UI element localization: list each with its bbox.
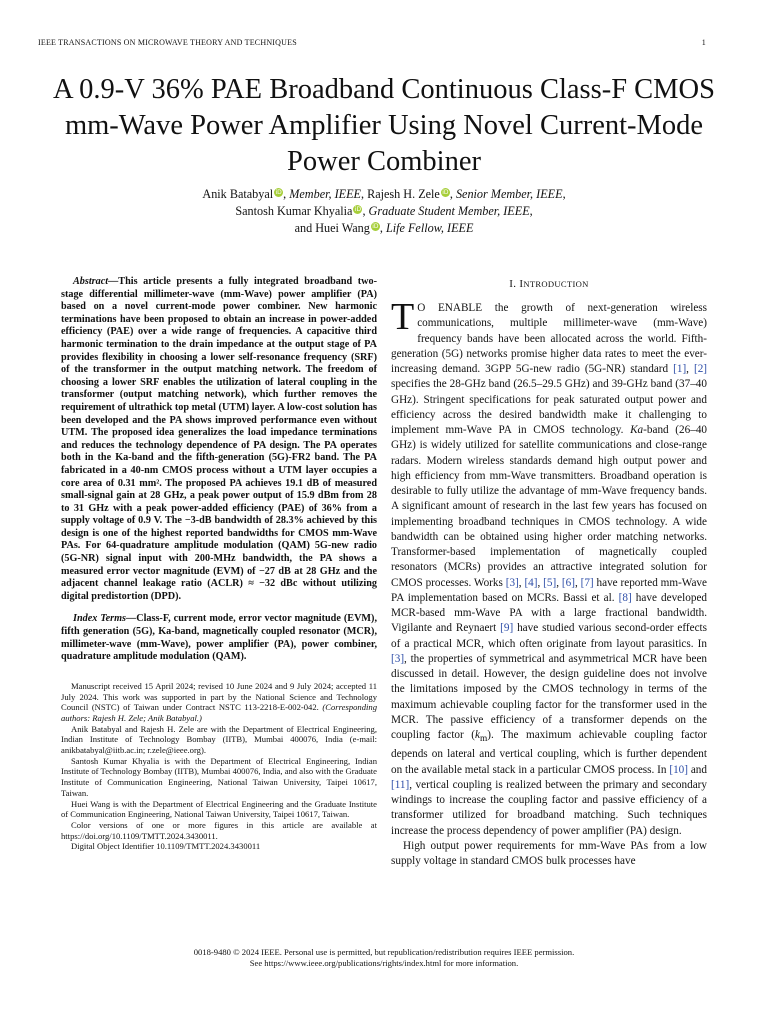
journal-name: IEEE TRANSACTIONS ON MICROWAVE THEORY AND TECHNIQUES xyxy=(38,38,297,47)
author-role: Senior Member, IEEE xyxy=(455,187,563,201)
drop-cap: T xyxy=(391,296,415,338)
footnote-doi: Digital Object Identifier 10.1109/TMTT.2024.3430011 xyxy=(71,841,261,852)
rights-link-line: See https://www.ieee.org/publications/rights/index.html for more information. xyxy=(249,958,519,968)
citation-link[interactable]: [4] xyxy=(524,576,538,589)
citation-link[interactable]: [2] xyxy=(693,363,708,375)
left-column xyxy=(61,276,377,852)
index-terms-text: Class-F, current mode, error vector magnitude (EVM), fifth generation (5G), Ka-band, magnetically coupled resonator (MCR), millimeter-wave (mm-Wave), power amplifier (PA), power combiner, quadrature amplitude modulation (QAM). xyxy=(61,613,377,663)
abstract-lead: Abstract— xyxy=(73,276,119,287)
section-heading: I. INTRODUCTION xyxy=(509,278,589,290)
footnote-affiliation: Anik Batabyal and Rajesh H. Zele are with the Department of Electrical Engineering, Indian Institute of Technology Bombay (IITB), Mumbai 400076, India (e-mail: anikbatabyal@iitb.ac.in; r.zele@ieee.org). xyxy=(61,723,377,756)
author-name: Santosh Kumar Khyalia xyxy=(235,204,353,218)
orcid-icon[interactable]: iD xyxy=(442,189,449,196)
footnote-color-versions: Color versions of one or more figures in this article are available at https://doi.org/10.1109/TMTT.2024.3430011. xyxy=(61,819,377,841)
author-name: Rajesh H. Zele xyxy=(367,187,440,201)
citation-link[interactable]: [5] xyxy=(543,576,557,589)
author-name: and Huei Wang xyxy=(294,221,370,235)
citation-link[interactable]: [1] xyxy=(673,363,687,375)
author-role: Member, IEEE xyxy=(289,187,361,201)
page-number: 1 xyxy=(701,38,706,47)
citation-link[interactable]: [3] xyxy=(391,652,405,665)
corresponding-authors: (Corresponding authors: Rajesh H. Zele; Anik Batabyal.) xyxy=(61,702,377,723)
copyright-footer xyxy=(60,947,708,969)
orcid-icon[interactable]: iD xyxy=(275,189,282,196)
citation-link[interactable]: [6] xyxy=(561,576,575,589)
author-list: Anik Batabyal iD, Member, IEEE, Rajesh H. Zele iD, Senior Member, IEEE, Santosh Kumar Khyalia iD, Graduate Student Member, IEEE, and Huei Wang iD, Life Fellow, IEEE xyxy=(202,187,566,235)
running-head xyxy=(38,38,706,47)
abstract-text: This article presents a fully integrated broadband two-stage differential millimeter-wave (mm-Wave) power amplifier (PA) based on a novel current-mode power combiner. New harmonic terminations have been proposed to obtain an increase in power-added efficiency (PAE) over a wide range of frequencies. A capacitive third harmonic termination to the drain impedance at the output stage of PA provides flexibility in choosing a lower self-resonance frequency (SRF) of the transformer in the output matching network. The freedom of choosing a lower SRF enables the utilization of lateral coupling in the transformer (output matching network), which further removes the requirement of ultrathick top metal (UTM) layer. A low-cost solution has been developed and the PA shows improved performance even without UTM. The proposed idea generalizes the load impedance terminations and reduces the technology dependence of PA design. The PA operates both in the Ka-band and the fifth-generation (5G)-FR2 band. The PA fabricated in a 40-nm CMOS process without a UTM layer occupies a core area of 0.31 mm². The proposed PA achieves 19.1 dB of measured small-signal gain at 28 GHz, a peak power output of 15.9 dBm from 28 to 31 GHz with a peak power-added efficiency (PAE) of 36% from a supply voltage of 0.9 V. The −3-dB bandwidth of 28.3% achieved by this design is one of the highest reported bandwidths for CMOS mm-Wave PAs. For 64-quadrature amplitude modulation (QAM) 5G-new radio (5G-NR) signal input with 200-MHz bandwidth, the PA shows a measured error vector magnitude (EVM) of −27 dB at 28 GHz and the adjacent channel leakage ratio (ACLR) ≈ −32 dBc without utilizing digital predistortion (DPD). xyxy=(61,276,377,602)
citation-link[interactable]: [7] xyxy=(580,576,594,589)
paragraph: High output power requirements for mm-Wave PAs from a low supply voltage in standard CMOS bulk processes have xyxy=(391,839,707,868)
index-terms xyxy=(61,613,377,663)
orcid-icon[interactable]: iD xyxy=(372,223,379,230)
footnote-affiliation: Santosh Kumar Khyalia is with the Department of Electrical Engineering, Indian Institute of Technology Bombay (IITB), Mumbai 400076, India, and also with the Graduate Institute of Communication Engineering, National Taiwan University, Taipei 10617, Taiwan. xyxy=(61,755,377,798)
right-column xyxy=(391,276,707,869)
paper-title: A 0.9-V 36% PAE Broadband Continuous Class-F CMOS mm-Wave Power Amplifier Using Novel Current-Mode Power Combiner xyxy=(53,74,715,177)
citation-link[interactable]: [3] xyxy=(505,576,519,589)
index-terms-lead: Index Terms— xyxy=(73,613,137,625)
citation-link[interactable]: [11] xyxy=(391,778,410,791)
copyright-line: 0018-9480 © 2024 IEEE. Personal use is permitted, but republication/redistribution requires IEEE permission. xyxy=(193,947,575,957)
orcid-icon[interactable]: iD xyxy=(354,206,362,213)
footnotes xyxy=(61,681,377,852)
author-name: Anik Batabyal xyxy=(202,187,274,201)
paragraph: T O ENABLE the growth of next-generation wireless communications, multiple millimeter-wave (mm-Wave) frequency bands have been allocated across the world. Fifth-generation (5G) networks promise higher data rates to meet the ever-increasing demand. 3GPP 5G-new radio (5G-NR) standard [1], [2] specifies the 28-GHz band (26.5–29.5 GHz) and 39-GHz band (37–40 GHz). Stringent specifications for peak saturated output power and efficiency across the desired bandwidth make it challenging to implement mm-Wave PA in CMOS technology. Ka-band (26–40 GHz) is widely utilized for satellite communications and close-range radars. Modern wireless standards demand high output power and high efficiency from mm-Wave transmitters. Broadband operation is desirable to fully utilize the advantage of mm-Wave frequency bands. A significant amount of research in the last few years has focused on implementing broadband techniques in CMOS technology. A wide bandwidth can be obtained using higher order matching networks. Transformer-based implementation of magnetically coupled resonators (MCRs) provides an attractive integrated solution for CMOS processes. Works [3], [4], [5], [6], [7] have reported mm-Wave PA implementation based on MCRs. Bassi et al. [8] have developed MCR-based mm-Wave PA with a large fractional bandwidth. Vigilante and Reynaert [9] have studied various second-order effects of a practical MCR, which often originate from layout parasitics. In [3], the properties of symmetrical and asymmetrical MCR have been discussed in detail. However, the design guideline does not involve the limitations imposed by the CMOS technology in terms of the maximum achievable coupling factor for the transformer used in the MCR. The passive efficiency of a transformer depends on the coupling factor $(k_m)$. The maximum achievable coupling factor depends on lateral and vertical coupling, which is further dependent on the available metal stack in a particular CMOS process. In [10] and [11], vertical coupling is realized between the primary and secondary windings to increase the coupling factor and passive efficiency of a transformer utilized for broadband matching. Such techniques increase the process dependency of power amplifier (PA) design. xyxy=(391,296,708,837)
introduction-body xyxy=(391,296,708,869)
abstract xyxy=(61,276,377,603)
author-role: Graduate Student Member, IEEE xyxy=(368,204,530,218)
author-role: Life Fellow, IEEE xyxy=(385,221,474,235)
footnote-received: Manuscript received 15 April 2024; revised 10 June 2024 and 9 July 2024; accepted 11 July 2024. This work was supported in part by the National Science and Technology Council (NSTC) of Taiwan under Contract NSTC 113-2218-E-002-042. (Corresponding authors: Rajesh H. Zele; Anik Batabyal.) xyxy=(61,680,377,723)
citation-link[interactable]: [8] xyxy=(618,591,632,604)
citation-link[interactable]: [10] xyxy=(669,763,688,776)
footnote-affiliation: Huei Wang is with the Department of Electrical Engineering and the Graduate Institute of Communication Engineering, National Taiwan University, Taipei 10617, Taiwan. xyxy=(61,798,377,820)
citation-link[interactable]: [9] xyxy=(500,622,514,635)
